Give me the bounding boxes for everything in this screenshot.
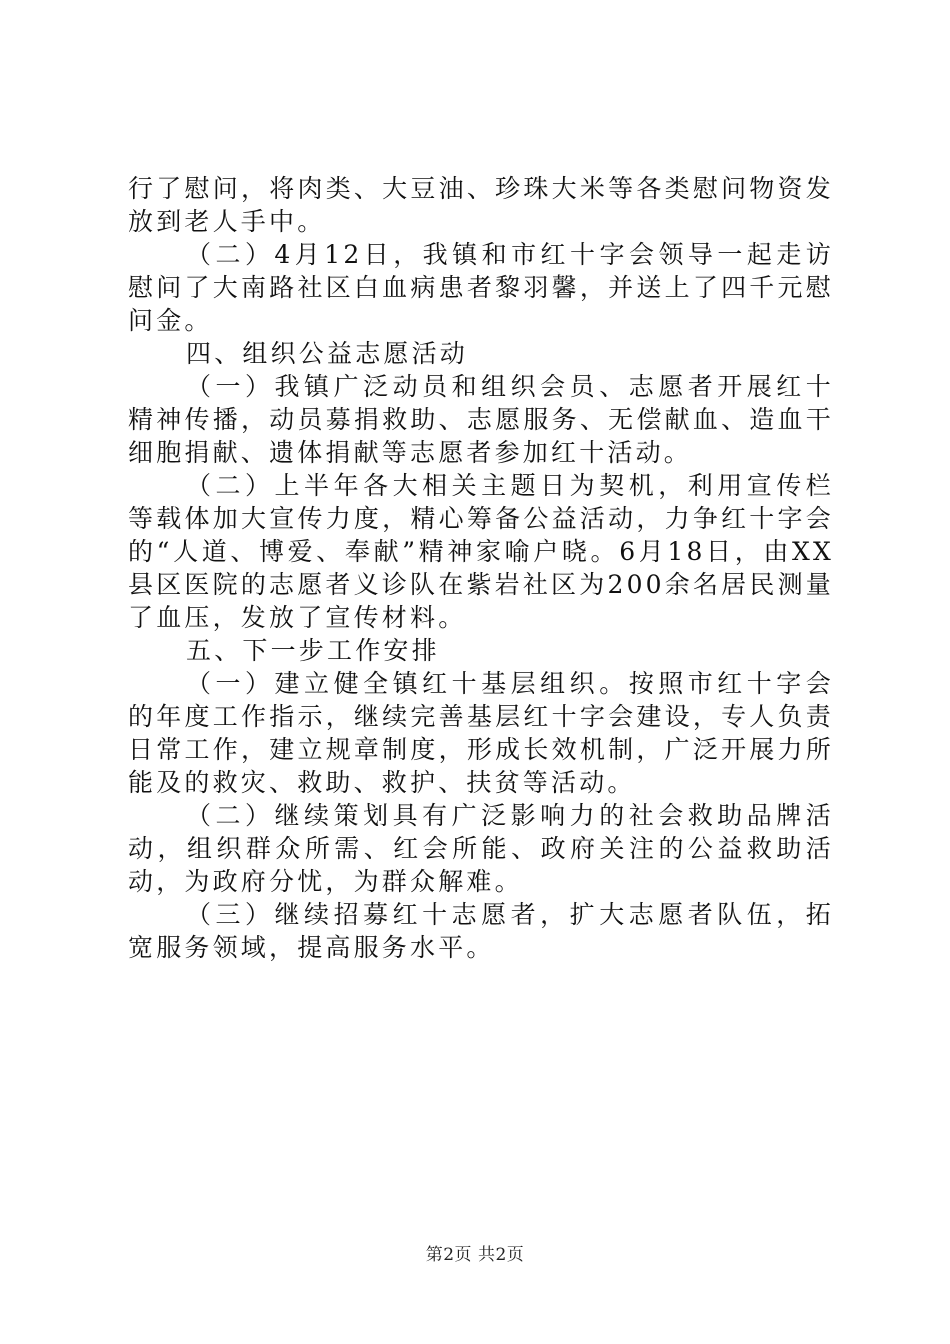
document-body bbox=[128, 172, 834, 964]
paragraph: （二）上半年各大相关主题日为契机，利用宣传栏等载体加大宣传力度，精心筹备公益活动，力争红十字会的“人道、博爱、奉献”精神家喻户晓。6月18日，由XX县区医院的志愿者义诊队在紫岩社区为200余名居民测量了血压，发放了宣传材料。 bbox=[128, 471, 834, 632]
paragraph: （二）继续策划具有广泛影响力的社会救助品牌活动，组织群众所需、红会所能、政府关注的公益救助活动，为政府分忧，为群众解难。 bbox=[128, 801, 834, 896]
section-heading: 四、组织公益志愿活动 bbox=[186, 339, 469, 368]
paragraph: （一）建立健全镇红十基层组织。按照市红十字会的年度工作指示，继续完善基层红十字会建设，专人负责日常工作，建立规章制度，形成长效机制，广泛开展力所能及的救灾、救助、救护、扶贫等活动。 bbox=[128, 669, 834, 797]
paragraph: （一）我镇广泛动员和组织会员、志愿者开展红十精神传播，动员募捐救助、志愿服务、无偿献血、造血干细胞捐献、遗体捐献等志愿者参加红十活动。 bbox=[128, 372, 834, 467]
page-footer: 第2页 共2页 bbox=[425, 1245, 525, 1265]
paragraph: （三）继续招募红十志愿者，扩大志愿者队伍，拓宽服务领域，提高服务水平。 bbox=[128, 900, 834, 962]
paragraph: （二）4月12日，我镇和市红十字会领导一起走访慰问了大南路社区白血病患者黎羽馨，并送上了四千元慰问金。 bbox=[128, 240, 834, 335]
section-heading: 五、下一步工作安排 bbox=[186, 636, 440, 665]
paragraph: 行了慰问，将肉类、大豆油、珍珠大米等各类慰问物资发放到老人手中。 bbox=[128, 174, 834, 236]
